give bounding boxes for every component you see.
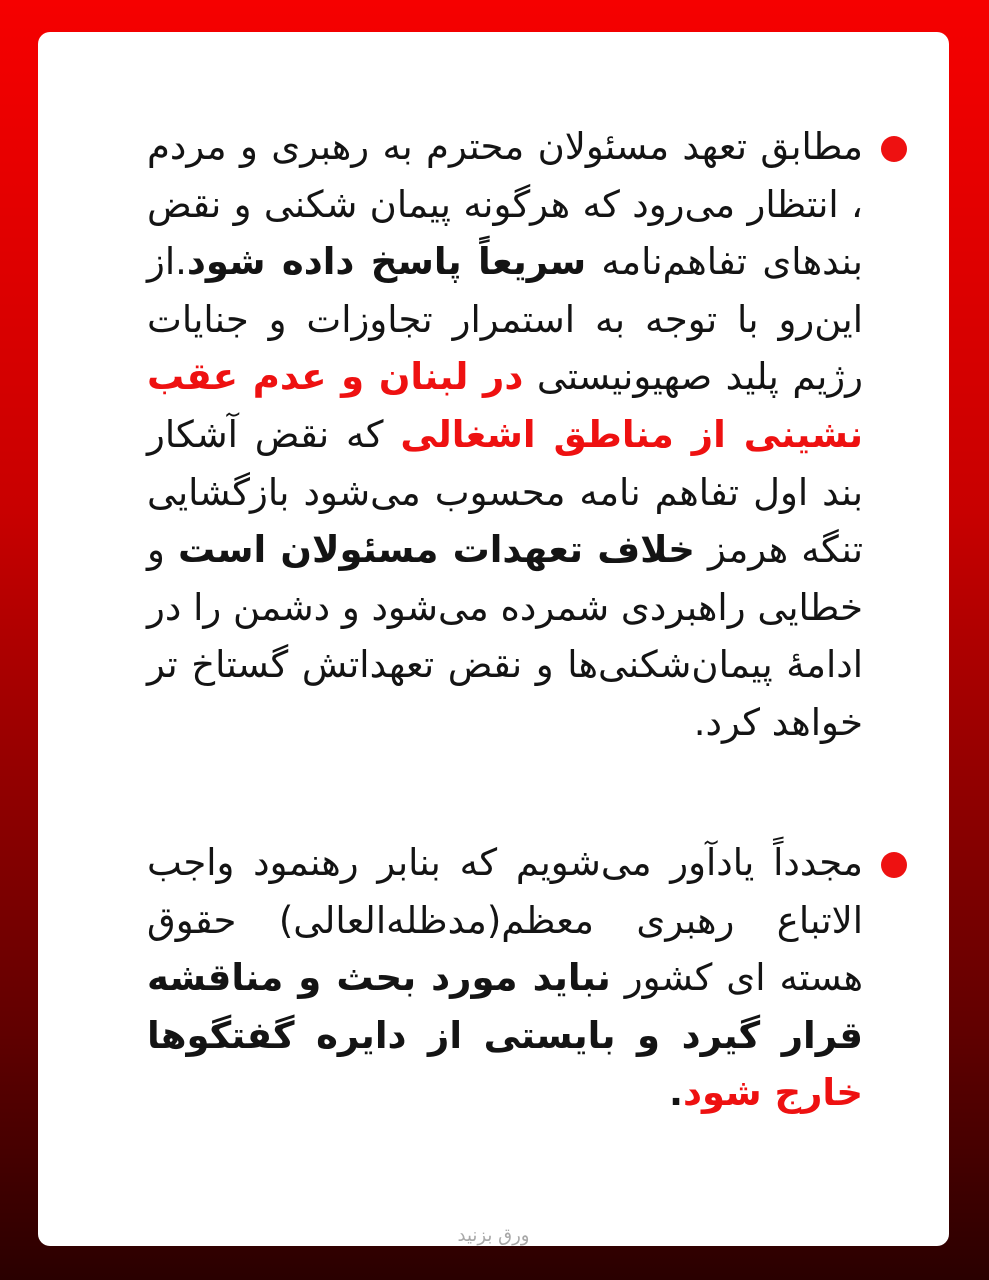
bold-text-segment: .: [668, 1071, 684, 1115]
text-segment: و خطایی راهبردی شمرده می‌شود و دشمن را در ادامهٔ پیمان‌شکنی‌ها و نقض تعهداتش گستاخ تر خواهد کرد.: [147, 528, 863, 744]
bullet-dot-icon: [881, 852, 907, 878]
text-segment: .از این‌رو با توجه به استمرار تجاوزات و جنایات رژیم پلید صهیونیستی: [147, 240, 863, 399]
text-segment: مطابق تعهد مسئولان محترم به رهبری و مردم ، انتظار می‌رود که هرگونه پیمان شکنی و نقض بندهای تفاهم‌نامه: [147, 125, 863, 284]
paragraph-2: [147, 834, 863, 1122]
bold-text-segment: سریعاً پاسخ داده شود: [186, 240, 587, 284]
swipe-hint: ورق بزنید: [457, 1225, 530, 1246]
bullet-item-1: [147, 118, 907, 752]
red-bold-text-segment: در لبنان و عدم عقب نشینی از مناطق اشغالی: [147, 355, 863, 456]
text-segment: مجدداً یادآور می‌شویم که بنابر رهنمود واجب الاتباع رهبری معظم(مدظله‌العالی) حقوق هسته ای کشور: [147, 841, 863, 1000]
bold-text-segment: خلاف تعهدات مسئولان است: [177, 528, 695, 572]
text-segment: که نقض آشکار بند اول تفاهم نامه محسوب می‌شود بازگشایی تنگه هرمز: [147, 412, 863, 572]
red-bold-text-segment: خارج شود: [683, 1071, 863, 1115]
bullet-item-2: [147, 834, 907, 1122]
content-card: [38, 32, 949, 1246]
bullet-dot-icon: [881, 136, 907, 162]
paragraph-1: [147, 118, 863, 752]
bold-text-segment: نباید مورد بحث و مناقشه قرار گیرد و بایستی از دایره گفتگوها: [147, 956, 863, 1057]
